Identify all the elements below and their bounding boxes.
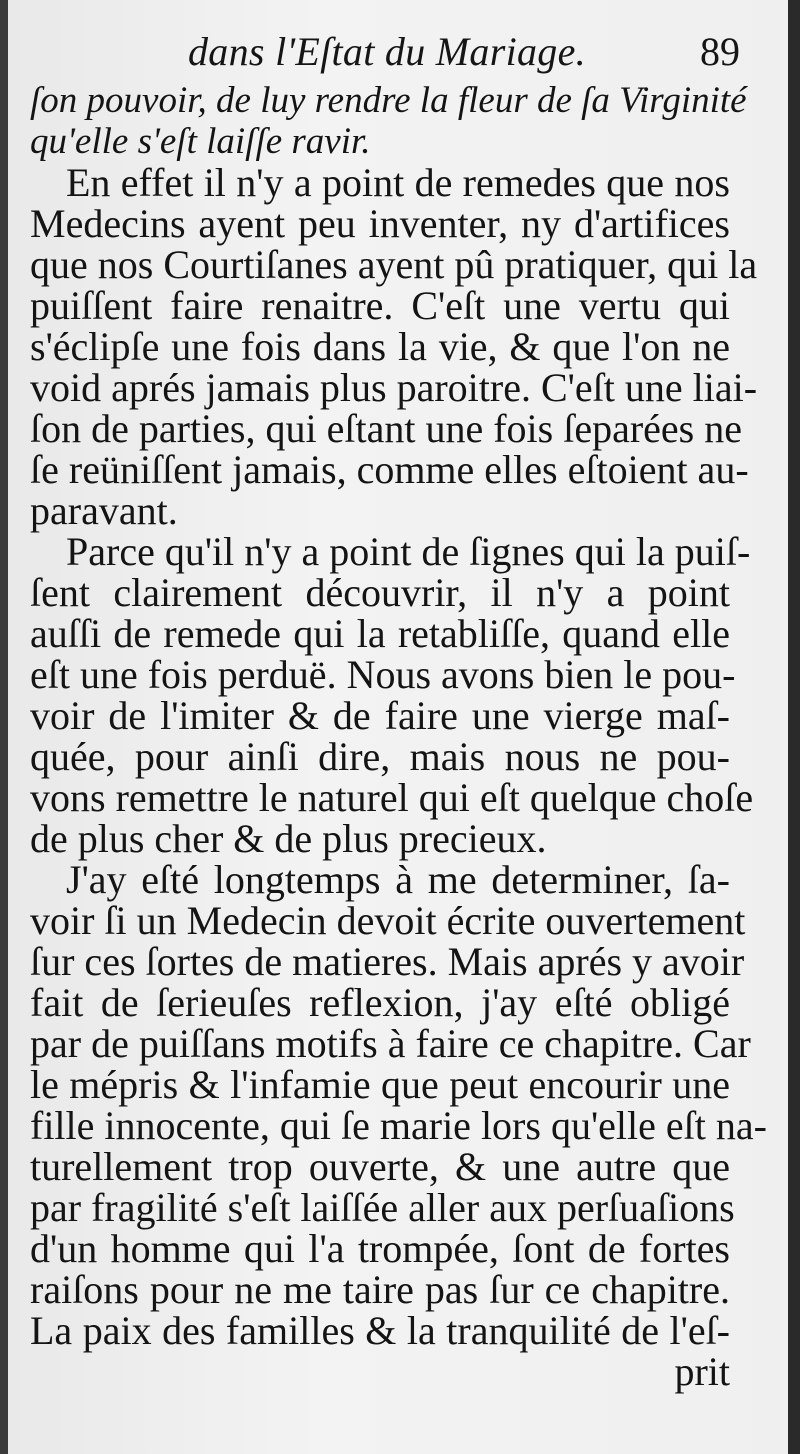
text-line: ſur ces ſortes de matieres. Mais aprés y avoir (30, 939, 745, 984)
text-line: ſon pouvoir, de luy rendre la fleur de ſa Virginité (30, 80, 747, 121)
text-line: turellement trop ouverte, & une autre que (30, 1144, 730, 1189)
text-line: void aprés jamais plus paroitre. C'eſt une liai- (30, 365, 758, 410)
text-line: puiſſent faire renaitre. C'eſt une vertu qui (30, 283, 730, 328)
text-line: d'un homme qui l'a trompée, ſont de fortes (30, 1226, 730, 1271)
text-line: vons remettre le naturel qui eſt quelque choſe (30, 775, 754, 820)
text-line: de plus cher & de plus precieux. (30, 816, 547, 861)
text-line: le mépris & l'infamie que peut encourir une (30, 1062, 730, 1107)
text-line: ſent clairement découvrir, il n'y a point (30, 570, 730, 615)
text-line: qu'elle s'eſt laiſſe ravir. (30, 121, 371, 162)
text-line: fille innocente, qui ſe marie lors qu'elle eſt na- (30, 1103, 767, 1148)
text-line: La paix des familles & la tranquilité de l'eſ- (30, 1308, 730, 1353)
text-line: fait de ſerieuſes reflexion, j'ay eſté obligé (30, 980, 730, 1025)
text-line: par de puiſſans motifs à faire ce chapitre. Car (30, 1021, 751, 1066)
text-line: Parce qu'il n'y a point de ſignes qui la puiſ- (66, 529, 751, 574)
body-text (30, 80, 767, 1394)
text-line: voir de l'imiter & de faire une vierge maſ- (30, 693, 730, 738)
page-number: 89 (700, 29, 740, 74)
text-line: paravant. (30, 488, 178, 533)
text-line: par fragilité s'eſt laiſſée aller aux perſuaſions (30, 1185, 735, 1230)
book-page (8, 0, 788, 1454)
running-head: dans l'Eſtat du Mariage. (188, 29, 586, 74)
text-line: voir ſi un Medecin devoit écrite ouvertement (30, 898, 746, 943)
text-line: eſt une fois perduë. Nous avons bien le pou- (30, 652, 736, 697)
text-line: Medecins ayent peu inventer, ny d'artifices (30, 201, 730, 246)
page-header (188, 28, 748, 88)
page-edge-shadow (0, 0, 8, 1454)
text-line: ſe reüniſſent jamais, comme elles eſtoient au- (30, 447, 749, 492)
text-line: prit (674, 1349, 730, 1394)
text-line: auſſi de remede qui la retabliſſe, quand elle (30, 611, 730, 656)
text-line: En effet il n'y a point de remedes que nos (66, 160, 730, 205)
text-line: que nos Courtiſanes ayent pû pratiquer, qui la (30, 242, 758, 287)
text-line: quée, pour ainſi dire, mais nous ne pou- (30, 734, 730, 779)
text-line: J'ay eſté longtemps à me determiner, ſa- (66, 857, 730, 902)
text-line: ſon de parties, qui eſtant une fois ſeparées ne (30, 406, 742, 451)
text-line: raiſons pour ne me taire pas ſur ce chapitre. (30, 1267, 730, 1312)
text-line: s'éclipſe une fois dans la vie, & que l'on ne (30, 324, 730, 369)
